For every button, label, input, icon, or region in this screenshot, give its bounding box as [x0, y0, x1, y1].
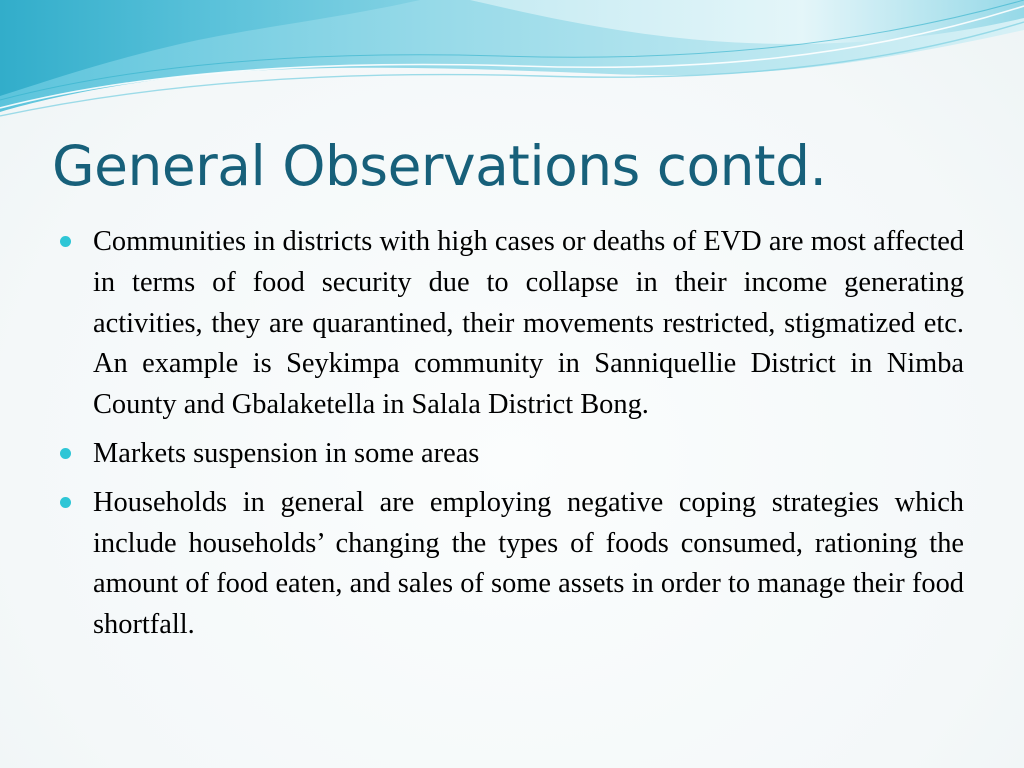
header-wave-decoration: [0, 0, 1024, 130]
bullet-dot-icon: [60, 236, 71, 247]
bullet-list: [60, 222, 964, 654]
bullet-text: Communities in districts with high cases or deaths of EVD are most affected in terms of food security due to collapse in their income generating activities, they are quarantined, their movements restricted, stigmatized etc. An example is Seykimpa community in Sanniquellie District in Nimba County and Gbalaketella in Salala District Bong.: [93, 226, 964, 421]
slide-title: General Observations contd.: [52, 134, 827, 198]
list-item: [60, 222, 964, 426]
bullet-dot-icon: [60, 497, 71, 508]
bullet-text: Markets suspension in some areas: [93, 437, 480, 469]
list-item: [60, 483, 964, 646]
list-item: [60, 434, 964, 475]
bullet-dot-icon: [60, 448, 71, 459]
bullet-text: Households in general are employing negative coping strategies which include households’ changing the types of foods consumed, rationing the amount of food eaten, and sales of some assets in order to manage their food shortfall.: [93, 486, 964, 641]
